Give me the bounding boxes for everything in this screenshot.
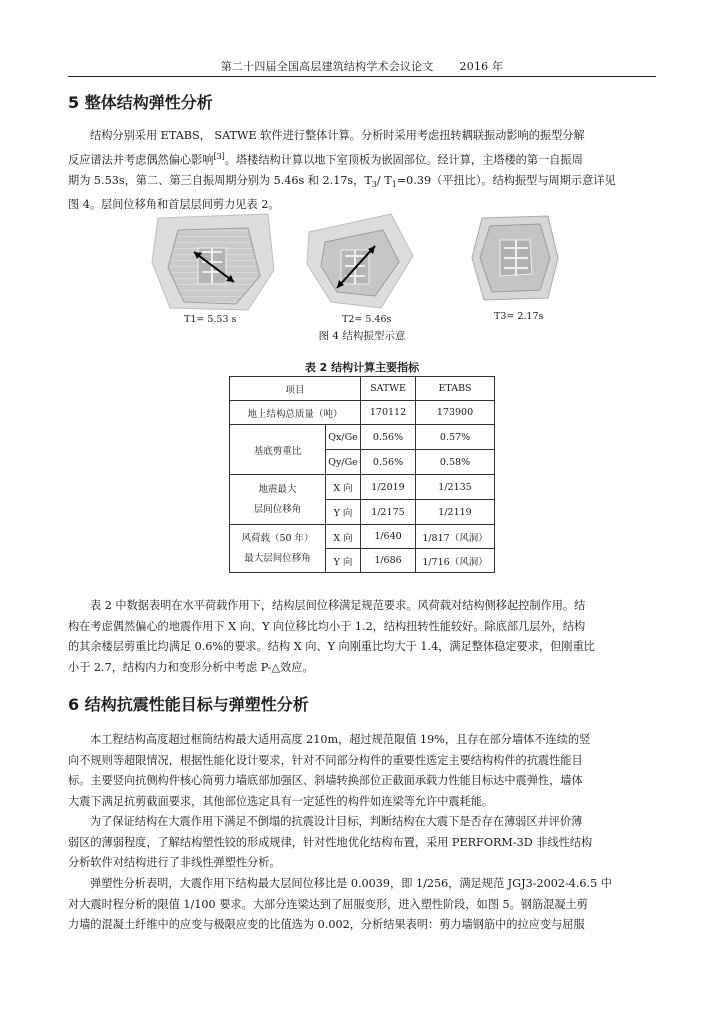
table-cell: 170112 — [361, 401, 416, 425]
table-cell: 1/716（风洞） — [416, 549, 495, 573]
text-line: 大震下满足抗剪截面要求，其他部位选定具有一定延性的构件如连梁等允许中震耗能。 — [68, 794, 494, 808]
table-cell: 1/686 — [361, 549, 416, 573]
table-cell: Qy/Ge — [326, 450, 361, 475]
text-line: 表 2 中数据表明在水平荷载作用下，结构层间位移满足规范要求。风荷载对结构侧移起控制作用。结 — [90, 599, 586, 612]
figure-4-title: 图 4 结构振型示意 — [318, 330, 406, 342]
text-line: 力墙的混凝土纤维中的应变与极限应变的比值选为 0.002，分析结果表明：剪力墙钢筋中的拉应变与屈服 — [68, 918, 585, 931]
table-row — [230, 525, 495, 549]
table-cell: 0.58% — [416, 450, 495, 475]
figure-caption-mode-2: T2= 5.46s — [342, 314, 392, 325]
section-5-heading: 5 整体结构弹性分析 — [68, 93, 213, 112]
figure-caption-mode-1: T1= 5.53 s — [184, 314, 237, 325]
text-line: 标。主要竖向抗侧构件核心筒剪力墙底部加强区、斜墙转换部位正截面承载力性能目标达中震弹性，墙体 — [68, 774, 583, 787]
citation-ref: [3] — [213, 151, 225, 161]
text-line: 分析软件对结构进行了非线性弹塑性分析。 — [68, 856, 281, 869]
table-cell: 1/2175 — [361, 500, 416, 525]
text-line: 为了保证结构在大震作用下满足不倒塌的抗震设计目标，判断结构在大震下是否存在薄弱区并评价薄 — [90, 815, 583, 828]
text-line: 弹塑性分析表明，大震作用下结构最大层间位移比是 0.0039，即 1/256，满足规范 JGJ3-2002-4.6.5 中 — [90, 877, 612, 890]
conference-name: 第二十四届全国高层建筑结构学术会议论文 — [220, 60, 434, 73]
table-cell: Y 向 — [326, 500, 361, 525]
header-satwe: SATWE — [361, 377, 416, 401]
text-span: / T — [376, 173, 392, 187]
text-line: 向不规则等超限情况，根据性能化设计要求，针对不同部分构件的重要性选定主要结构构件的抗震性能目 — [68, 753, 583, 767]
header-item: 项目 — [230, 377, 361, 401]
quake-label-line: 地震最大 — [258, 483, 297, 495]
wind-label-line: 风荷载（50 年） — [241, 532, 314, 544]
table-cell: Y 向 — [326, 549, 361, 573]
table-cell: X 向 — [326, 525, 361, 549]
section-5-paragraph — [68, 126, 656, 216]
table-cell: Qx/Ge — [326, 425, 361, 450]
table-header-row — [230, 377, 495, 401]
text-line — [68, 147, 656, 171]
section-6-paragraph-2 — [68, 812, 656, 874]
text-line: 的其余楼层剪重比均满足 0.6%的要求。结构 X 向、Y 向刚重比均大于 1.4，满足整体稳定要求，但刚重比 — [68, 640, 595, 653]
mode-shape-2-image — [305, 212, 415, 310]
table-row — [230, 475, 495, 500]
table-cell: 1/817（风洞） — [416, 525, 495, 549]
quake-label-line: 层间位移角 — [253, 503, 302, 515]
text-line: 结构分别采用 ETABS， SATWE 软件进行整体计算。分析时采用考虑扭转耦联振动影响的振型分解 — [90, 129, 585, 142]
table-cell: X 向 — [326, 475, 361, 500]
text-line: 对大震时程分析的限值 1/100 要求。大部分连梁达到了屈服变形，进入塑性阶段，如图 5。钢筋混凝土剪 — [68, 897, 588, 911]
table-cell: 1/2119 — [416, 500, 495, 525]
table-discussion-paragraph — [68, 596, 656, 678]
mode-shape-1-image — [150, 212, 280, 312]
figure-caption-mode-3: T3= 2.17s — [494, 311, 544, 322]
shear-label: 基底剪重比 — [230, 425, 326, 475]
text-line: 构在考虑偶然偏心的地震作用下 X 向、Y 向位移比均小于 1.2，结构扭转性能较好。除底部几层外，结构 — [68, 619, 586, 633]
table-cell: 1/640 — [361, 525, 416, 549]
wind-label-line: 最大层间位移角 — [244, 552, 311, 564]
running-header — [68, 58, 656, 74]
table-cell: 0.57% — [416, 425, 495, 450]
table-row — [230, 401, 495, 425]
text-span: 。塔楼结构计算以地下室顶板为嵌固部位。经计算，主塔楼的第一自振周 — [224, 153, 583, 167]
header-year: 2016 年 — [459, 60, 504, 73]
wind-label — [230, 525, 326, 573]
subscript: 3 — [371, 179, 377, 189]
table-cell: 0.56% — [361, 450, 416, 475]
text-line: 图 4。层间位移角和首层层间剪力见表 2。 — [68, 198, 280, 212]
text-line: 小于 2.7，结构内力和变形分析中考虑 P-△效应。 — [68, 660, 314, 674]
section-6-heading: 6 结构抗震性能目标与弹塑性分析 — [68, 695, 309, 714]
mass-label: 地上结构总质量（吨） — [230, 401, 361, 425]
table-cell: 1/2135 — [416, 475, 495, 500]
quake-label — [230, 475, 326, 525]
text-line — [68, 171, 656, 196]
section-6-paragraph-1 — [68, 730, 656, 812]
text-span: 期为 5.53s，第二、第三自振周期分别为 5.46s 和 2.17s，T — [68, 173, 372, 187]
section-6-paragraph-3 — [68, 874, 656, 936]
table-cell: 0.56% — [361, 425, 416, 450]
table-cell: 173900 — [416, 401, 495, 425]
subscript: 1 — [391, 179, 397, 189]
text-span: =0.39（平扭比）。结构振型与周期示意详见 — [396, 173, 616, 187]
table-row — [230, 425, 495, 450]
text-line: 本工程结构高度超过框筒结构最大适用高度 210m，超过规范限值 19%，且存在部分墙体不连续的竖 — [90, 733, 591, 746]
table-2-title: 表 2 结构计算主要指标 — [304, 361, 420, 374]
table-cell: 1/2019 — [361, 475, 416, 500]
text-span: 反应谱法并考虑偶然偏心影响 — [68, 153, 214, 167]
header-etabs: ETABS — [416, 377, 495, 401]
header-rule — [68, 76, 656, 77]
metrics-table — [229, 376, 495, 573]
mode-shape-3-image — [470, 212, 560, 304]
text-line: 弱区的薄弱程度，了解结构塑性铰的形成规律，针对性地优化结构布置，采用 PERFORM-3D 非线性结构 — [68, 835, 593, 849]
